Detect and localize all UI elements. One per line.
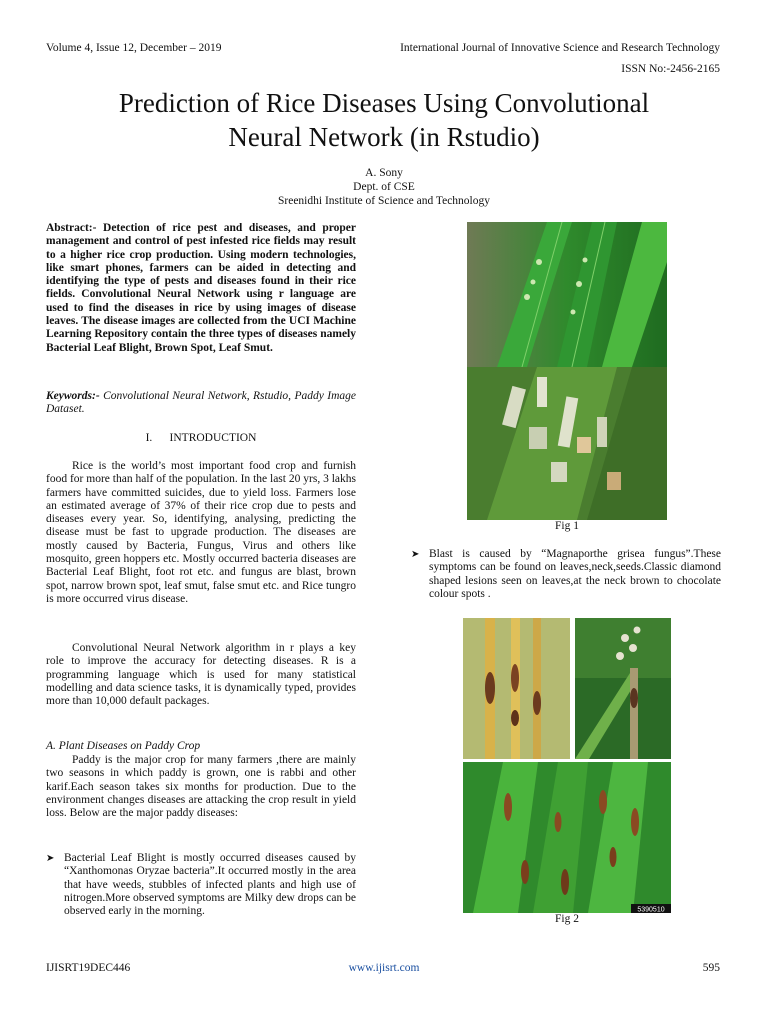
- header-volume: Volume 4, Issue 12, December – 2019: [46, 42, 222, 54]
- author-dept: Dept. of CSE: [353, 181, 415, 193]
- author-block: [0, 166, 768, 208]
- fig2-caption: Fig 2: [555, 913, 579, 925]
- author-name: A. Sony: [365, 167, 403, 179]
- fig1-caption: Fig 1: [555, 520, 579, 532]
- bullet-arrow-icon: ➤: [411, 549, 420, 560]
- title-line-1: Prediction of Rice Diseases Using Convolutional: [118, 88, 650, 118]
- header-journal: International Journal of Innovative Science and Research Technology: [400, 42, 720, 54]
- fig2-stamp: 5390510: [637, 906, 665, 913]
- footer-page-number: 595: [702, 962, 720, 974]
- fig1-image-bottom: [467, 367, 667, 520]
- intro-paragraph-1: Rice is the world’s most important food crop and furnish food for more than half of the population. In the last 20 yrs, 3 lakhs farmers have committed suicides, due to yield loss. Farmers lose an estimated average of 37% of their rice crop due to pests and diseases every year. So, identifying, analysing, predicting the disease must be fast to upgrade production. The diseases are mostly caused by Bacteria, Fungus, Virus and others like mosquito, green hoppers etc. Mostly occurred bacteria diseases are Bacterial Leaf Blight, foot rot etc. and fungus are blast, brown spot, narrow brown spot, leaf smut, false smut etc. and Rice tungro is more occurred virus disease.: [46, 460, 356, 605]
- paper-title: [40, 86, 728, 154]
- fig1-image-top: [467, 222, 667, 367]
- keywords-label: Keywords:-: [46, 390, 100, 402]
- intro-paragraph-2: Convolutional Neural Network algorithm in r plays a key role to improve the accuracy for detecting diseases. R is a programming language which is used for many statistical modelling and data science tasks, it is dynamically typed, provides more than 10,000 default packages.: [46, 642, 356, 708]
- keywords: [46, 390, 356, 417]
- keywords-text: Convolutional Neural Network, Rstudio, Paddy Image Dataset.: [46, 390, 356, 416]
- author-institute: Sreenidhi Institute of Science and Technology: [278, 195, 490, 207]
- bullet-text: Blast is caused by “Magnaporthe grisea fungus”.These symptoms can be found on leaves,neck,seeds.Classic diamond shaped lesions seen on leaves,at the neck brown to chocolate colour spots .: [429, 548, 721, 600]
- footer-paper-id: IJISRT19DEC446: [46, 962, 131, 974]
- fig2-image-left: [463, 618, 570, 759]
- bullet-text: Bacterial Leaf Blight is mostly occurred diseases caused by “Xanthomonas Oryzae bacteria”.It occurred mostly in the area that have weeds, stubbles of infected plants and high use of nitrogen.More observed symptoms are Milky dew drops can be observed early in the morning.: [64, 852, 356, 918]
- subsection-heading-plant-diseases: A. Plant Diseases on Paddy Crop: [46, 740, 201, 752]
- plant-diseases-paragraph: Paddy is the major crop for many farmers ,there are mainly two seasons in which paddy is grown, one is rabbi and other karif.Each season takes six months for production. Due to the environment changes diseases are attacking the crop result in yield loss. Below are the major paddy diseases:: [46, 754, 356, 820]
- fig2-image-right: [575, 618, 671, 759]
- abstract: Abstract:- Detection of rice pest and diseases, and proper management and control of pest infested rice fields may result to a higher rice crop production. Using modern technologies, like smart phones, farmers can be aided in detecting and identifying the type of pests and diseases found in their rice fields. Convolutional Neural Network using r language are used to find the diseases in rice by using images of disease leaves. The disease images are collected from the UCI Machine Learning Repository contain the three types of diseases namely Bacterial Leaf Blight, Brown Spot, Leaf Smut.: [46, 222, 356, 354]
- fig2-image-bottom: [463, 762, 671, 913]
- bullet-arrow-icon: ➤: [46, 853, 55, 864]
- section-heading-introduction: I. INTRODUCTION: [145, 432, 257, 444]
- bullet-bacterial-leaf-blight: [46, 852, 356, 918]
- bullet-blast: [411, 548, 721, 601]
- footer-website-link[interactable]: www.ijisrt.com: [348, 962, 420, 974]
- title-line-2: Neural Network (in Rstudio): [228, 122, 540, 152]
- header-issn: ISSN No:-2456-2165: [621, 63, 720, 75]
